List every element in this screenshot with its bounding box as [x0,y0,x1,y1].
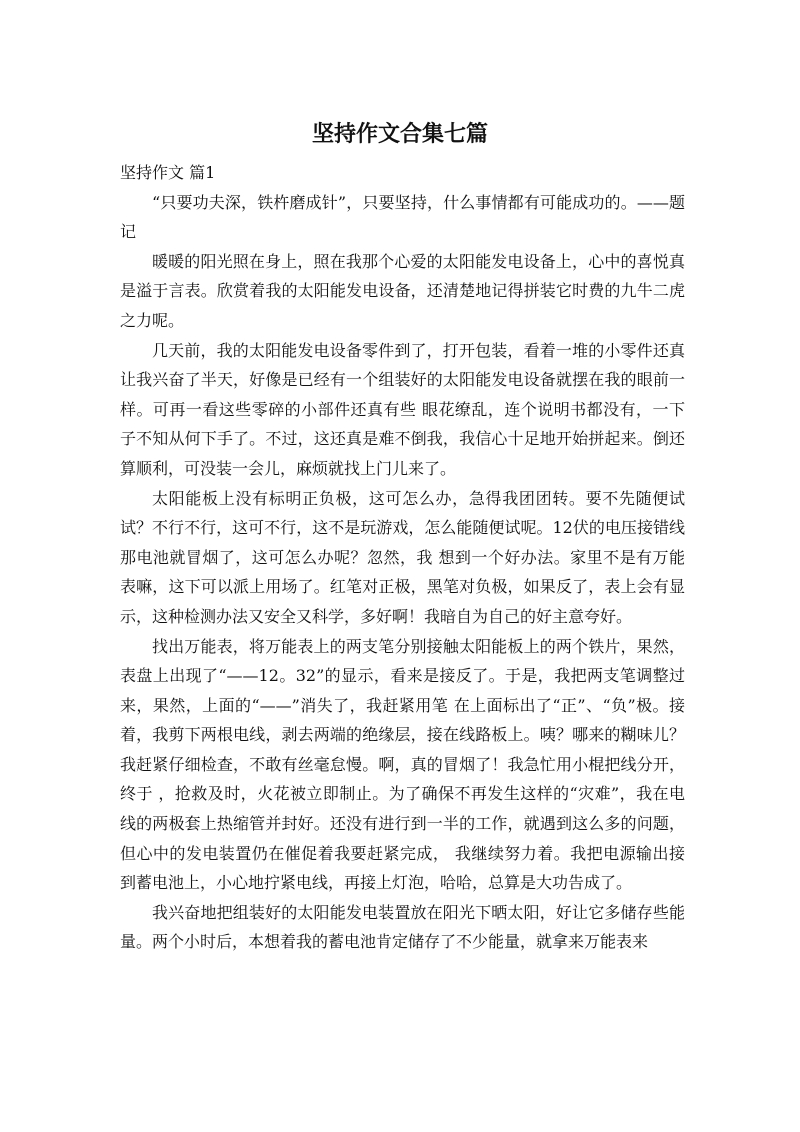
section-heading: 坚持作文 篇1 [120,163,216,182]
paragraph-epigraph: “只要功夫深，铁杵磨成针”，只要坚持，什么事情都有可能成功的。——题记 [120,192,685,242]
document-title: 坚持作文合集七篇 [311,122,488,147]
document-body [120,158,685,957]
paragraph-4: 找出万能表，将万能表上的两支笔分别接触太阳能板上的两个铁片，果然，表盘上出现了“——12。32”的显示，看来是接反了。于是，我把两支笔调整过来，果然，上面的“——”消失了，我赶紧用笔 在上面标出了“正”、“负”极。接着，我剪下两根电线，剥去两端的绝缘层，接在线路板上。咦？哪来的糊味儿？我赶紧仔细检查，不敢有丝毫怠慢。啊，真的冒烟了！我急忙用小棍把线分开，终于 ，抢救及时，火花被立即制止。为了确保不再发生这样的“灾难”，我在电线的两极套上热缩管并封好。还没有进行到一半的工作，就遇到这么多的问题，但心中的发电装置仍在催促着我要赶紧完成， 我继续努力着。我把电源输出接到蓄电池上，小心地拧紧电线，再接上灯泡，哈哈，总算是大功告成了。 [120,636,685,893]
paragraph-2: 几天前，我的太阳能发电设备零件到了，打开包装，看着一堆的小零件还真让我兴奋了半天，好像是已经有一个组装好的太阳能发电设备就摆在我的眼前一样。可再一看这些零碎的小部件还真有些 眼花缭乱，连个说明书都没有，一下子不知从何下手了。不过，这还真是难不倒我，我信心十足地开始拼起来。倒还算顺利，可没装一会儿，麻烦就找上门儿来了。 [120,340,685,478]
paragraph-3: 太阳能板上没有标明正负极，这可怎么办，急得我团团转。要不先随便试试？不行不行，这可不行，这不是玩游戏，怎么能随便试呢。12伏的电压接错线那电池就冒烟了，这可怎么办呢？忽然，我 想到一个好办法。家里不是有万能表嘛，这下可以派上用场了。红笔对正极，黑笔对负极，如果反了，表上会有显示，这种检测办法又安全又科学，多好啊！我暗自为自己的好主意夸好。 [120,488,685,626]
paragraph-1: 暖暖的阳光照在身上，照在我那个心爱的太阳能发电设备上，心中的喜悦真是溢于言表。欣赏着我的太阳能发电设备，还清楚地记得拼装它时费的九牛二虎之力呢。 [120,251,685,330]
paragraph-5: 我兴奋地把组装好的太阳能发电装置放在阳光下晒太阳，好让它多储存些能量。两个小时后，本想着我的蓄电池肯定储存了不少能量，就拿来万能表来 [120,902,685,952]
